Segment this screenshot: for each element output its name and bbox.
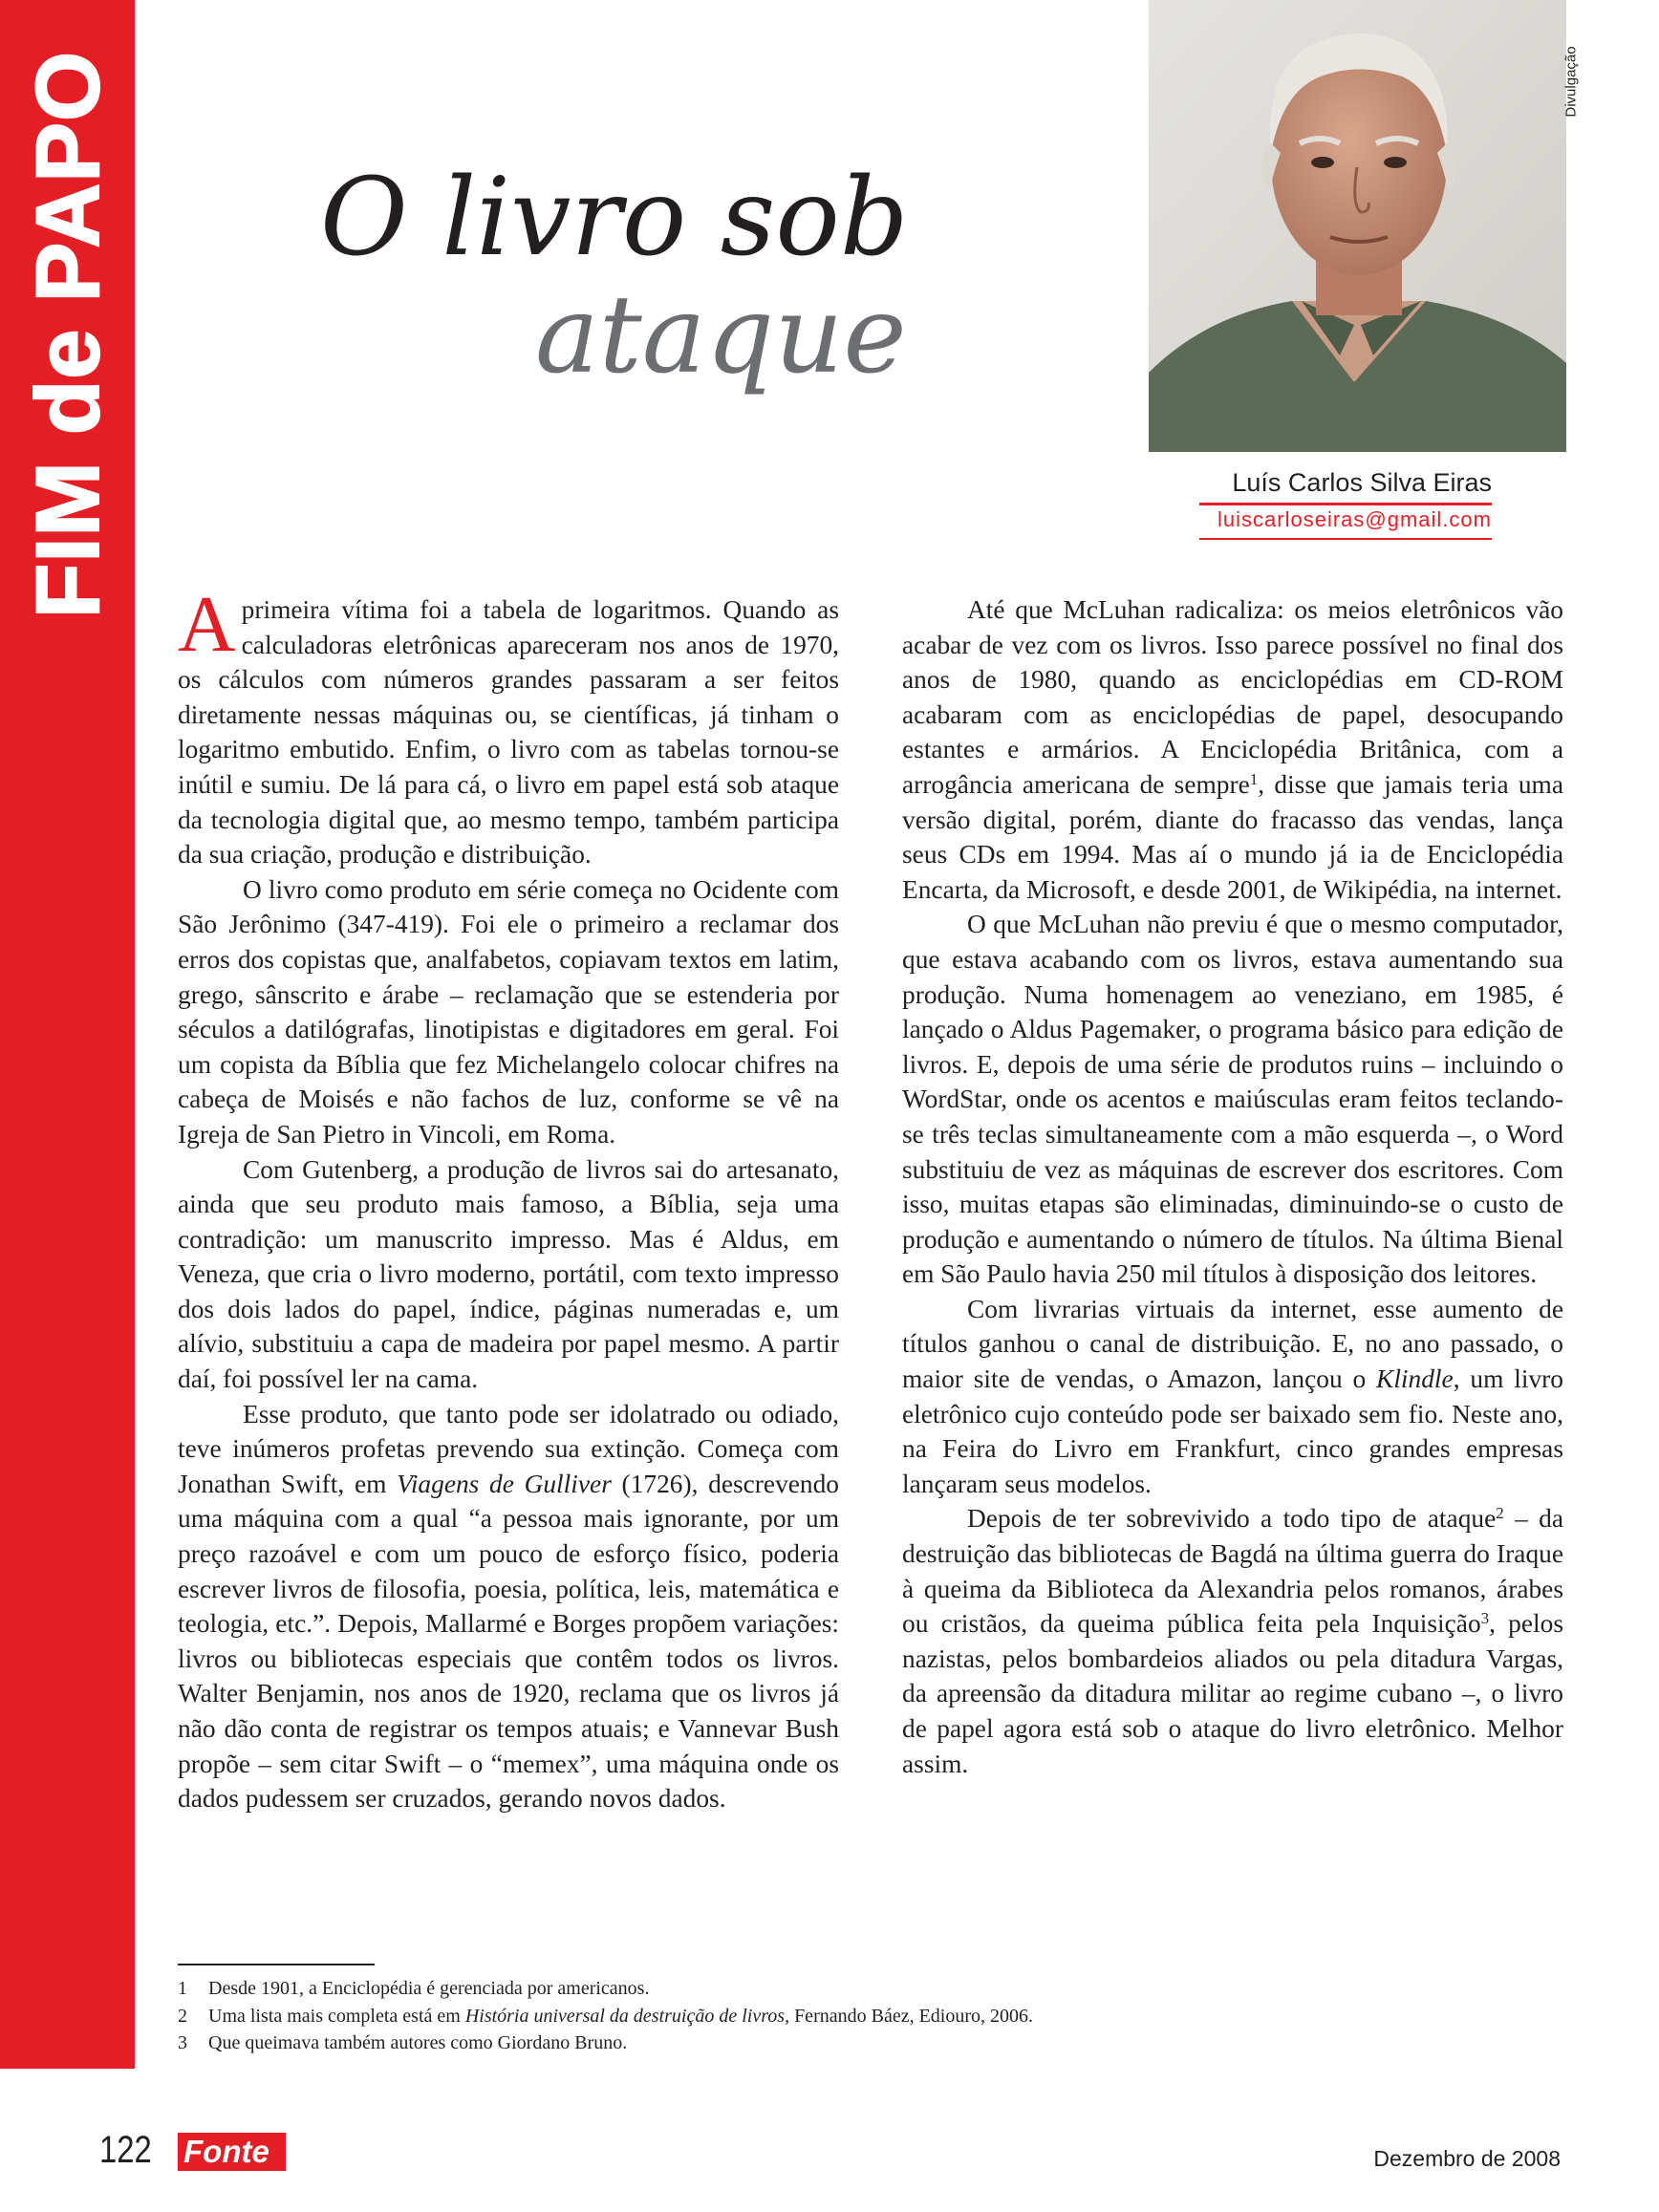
footnote-ref: 1: [1249, 769, 1259, 788]
book-title: Viagens de Gulliver: [397, 1469, 612, 1498]
photo-credit-text: Divulgação: [1562, 45, 1580, 118]
section-tag: [15, 50, 120, 619]
footnote-number: 2: [178, 2005, 187, 2027]
product-name: Klindle: [1376, 1364, 1454, 1394]
page-number: 122: [99, 2129, 152, 2171]
footnote: [178, 2003, 1439, 2030]
article-paragraph: [902, 1501, 1563, 1781]
paragraph-text: (1726), descrevendo uma máquina com a qual “a pessoa mais ignorante, por um preço razoável e com um pouco de esforço físico, poderia escrever livros de filosofia, poesia, política, leis, matemática e teologia, etc.”. Depois, Mallarmé e Borges propõem variações: livros ou bibliotecas especiais que contêm todos os livros. Walter Benjamin, nos anos de 1920, reclama que os livros já não dão conta de registrar os tempos atuais; e Vannevar Bush propõe – sem citar Swift – o “memex”, uma máquina onde os dados pudessem ser cruzados, gerando novos dados.: [178, 1469, 840, 1814]
article-paragraph: [902, 1292, 1563, 1502]
author-divider: [1199, 538, 1492, 540]
magazine-logo: Fonte: [178, 2133, 286, 2171]
article-column-right: [902, 592, 1563, 1781]
paragraph-text: – da destruição das bibliotecas de Bagdá na última guerra do Iraque à queima da Biblioteca da Alexandria pelos romanos, árabes ou cristãos, da queima pública feita pela Inquisição: [902, 1504, 1563, 1639]
article-paragraph: [902, 592, 1563, 907]
author-email-link[interactable]: luiscarloseiras@gmail.com: [1217, 507, 1492, 531]
paragraph-text: Esse produto, que tanto pode ser idolatrado ou odiado, teve inúmeros profetas prevendo sua extinção. Começa com Jonathan Swift, em: [178, 1399, 839, 1498]
footnote-book-title: História universal da destruição de livros: [464, 2005, 786, 2027]
footnote-number: 1: [178, 1978, 187, 1999]
footnote-ref: 3: [1480, 1609, 1490, 1628]
paragraph-text: , disse que jamais teria uma versão digital, porém, diante do fracasso das vendas, lança seus CDs em 1994. Mas aí o mundo já ia de Enciclopédia Encarta, da Microsoft, e desde 2001, de Wikipédia, na internet.: [902, 769, 1564, 904]
footnote-text: Desde 1901, a Enciclopédia é gerenciada por americanos.: [208, 1978, 650, 1999]
photo-credit: [1558, 38, 1584, 124]
footnote-ref: 2: [1496, 1504, 1504, 1523]
footnote: [178, 2029, 1439, 2057]
footnote-text: Que queimava também autores como Giordano Bruno.: [208, 2032, 628, 2053]
paragraph-text: Com livrarias virtuais da internet, esse aumento de títulos ganhou o canal de distribuição. E, no ano passado, o maior site de vendas, o Amazon, lançou o: [902, 1294, 1563, 1394]
author-name: Luís Carlos Silva Eiras: [1232, 468, 1492, 497]
article-title-line-2: ataque: [535, 273, 907, 397]
article-paragraph: [178, 580, 839, 872]
paragraph-text: Até que McLuhan radicaliza: os meios eletrônicos vão acabar de vez com os livros. Isso parece possível no final dos anos de 1980, quando as enciclopédias em CD-ROM acabaram com as enciclopédias de papel, desocupando estantes e armários. A Enciclopédia Britânica, com a arrogância americana de sempre: [902, 595, 1563, 799]
article-paragraph: O que McLuhan não previu é que o mesmo computador, que estava acabando com os livros, estava aumentando sua produção. Numa homenagem ao veneziano, em 1985, é lançado o Aldus Pagemaker, o programa básico para edição de livros. E, depois de uma série de produtos ruins – incluindo o WordStar, onde os acentos e maiúsculas eram feitos teclando-se três teclas simultaneamente com a mão esquerda –, o Word substituiu de vez as máquinas de escrever dos escritores. Com isso, muitas etapas são eliminadas, diminuindo-se o custo de produção e aumentando o número de títulos. Na última Bienal em São Paulo havia 250 mil títulos à disposição dos leitores.: [902, 910, 1563, 1289]
paragraph-text: , pelos nazistas, pelos bombardeios aliados ou pela ditadura Vargas, da apreensão da ditadura militar ao regime cubano –, o livro de papel agora está sob o ataque do livro eletrônico. Melhor assim.: [902, 1609, 1564, 1778]
footnote-text: Uma lista mais completa está em: [208, 2005, 465, 2027]
article-paragraph: O livro como produto em série começa no Ocidente com São Jerônimo (347-419). Foi ele o primeiro a reclamar dos erros dos copistas que, analfabetos, copiavam textos em latim, grego, sânscrito e árabe – reclamação que se estenderia por séculos a datilógrafas, linotipistas e digitadores em geral. Foi um copista da Bíblia que fez Michelangelo colocar chifres na cabeça de Moisés e não fachos de luz, conforme se vê na Igreja de San Pietro in Vincoli, em Roma.: [178, 874, 839, 1149]
paragraph-text: , um livro eletrônico cujo conteúdo pode ser baixado sem fio. Neste ano, na Feira do Livro em Frankfurt, cinco grandes empresas lançaram seus modelos.: [902, 1364, 1563, 1498]
author-divider: [1199, 503, 1492, 505]
article-column-left: [178, 580, 840, 1816]
article-paragraph: [178, 1397, 839, 1816]
section-label: FIM de PAPO: [17, 50, 118, 619]
author-photo: [1149, 0, 1566, 452]
footnote-divider: [178, 1964, 375, 1965]
footnote-number: 3: [178, 2032, 187, 2053]
drop-cap: A: [178, 580, 236, 669]
footnote: [178, 1975, 1439, 2003]
article-paragraph: Com Gutenberg, a produção de livros sai do artesanato, ainda que seu produto mais famoso, a Bíblia, seja uma contradição: um manuscrito impresso. Mas é Aldus, em Veneza, que cria o livro moderno, portátil, com texto impresso dos dois lados do papel, índice, páginas numeradas e, um alívio, substituiu a capa de madeira por papel mesmo. A partir daí, foi possível ler na cama.: [178, 1154, 839, 1394]
issue-date: Dezembro de 2008: [1373, 2146, 1561, 2171]
paragraph-text: Depois de ter sobrevivido a todo tipo de ataque: [967, 1504, 1497, 1534]
footnote-text: , Fernando Báez, Ediouro, 2006.: [785, 2005, 1034, 2027]
footnotes: [178, 1975, 1439, 2057]
article-title-line-1: O livro sob: [320, 156, 909, 280]
paragraph-text: primeira vítima foi a tabela de logaritmos. Quando as calculadoras eletrônicas apareceram nos anos de 1970, os cálculos com números grandes passaram a ser feitos diretamente nessas máquinas ou, se científicas, já tinham o logaritmo embutido. Enfim, o livro com as tabelas tornou-se inútil e sumiu. De lá para cá, o livro em papel está sob ataque da tecnologia digital que, ao mesmo tempo, também participa da sua criação, produção e distribuição.: [178, 595, 839, 870]
